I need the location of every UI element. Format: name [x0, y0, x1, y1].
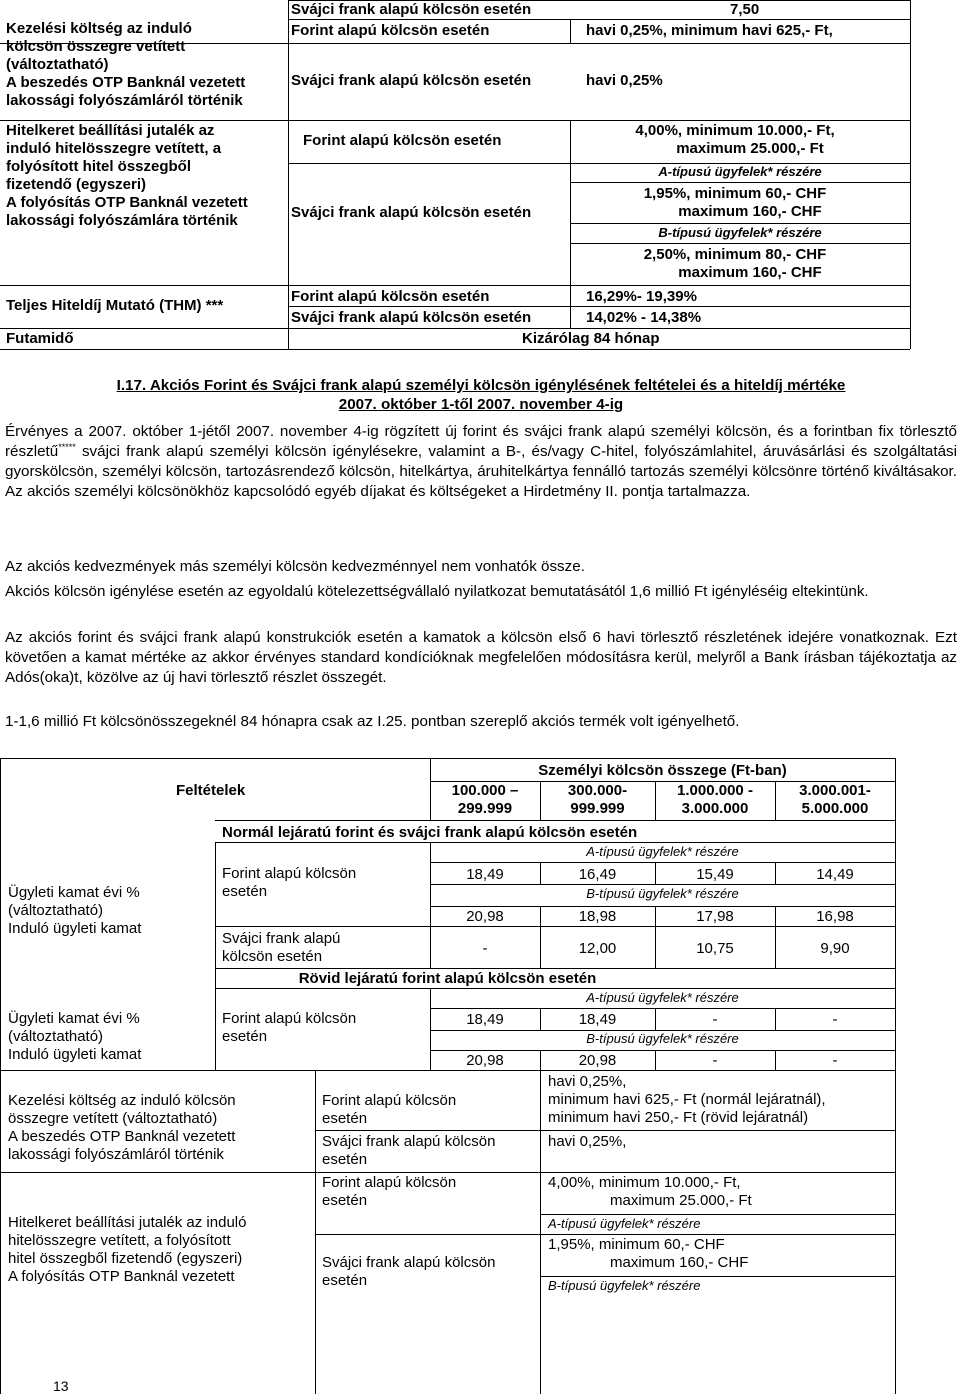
- t2-rovid-a-2: 18,49: [578, 1011, 617, 1028]
- t2-hitelkeret-label: Hitelkeret beállítási jutalék az induló hitelösszegre vetített, a folyósított hitel összegből fizetendő (egyszeri) A folyósítás OTP Banknál vezetett: [8, 1214, 247, 1285]
- t1-kez-chf-label: Svájci frank alapú kölcsön esetén: [291, 72, 532, 89]
- t1-thm-huf-value: 16,29%- 19,39%: [586, 288, 697, 305]
- t1-thm-huf-label: Forint alapú kölcsön esetén: [291, 288, 490, 305]
- t1-kez-huf-label: Forint alapú kölcsön esetén: [291, 22, 490, 39]
- paragraph-no-combine: Az akciós kedvezmények más személyi kölcsön kedvezménnyel nem vonhatók össze.: [5, 558, 585, 575]
- t2-rovid-b-3: -: [712, 1052, 718, 1069]
- t1-b-tipus: B-típusú ügyfelek* részére: [658, 225, 822, 240]
- t2-rovid-a-1: 18,49: [466, 1011, 504, 1028]
- t2-normal-b-4: 16,98: [816, 908, 854, 925]
- t2-normal-chf-4: 9,90: [820, 940, 850, 957]
- paragraph-interest: Az akciós forint és svájci frank alapú konstrukciók esetén a kamatok a kölcsön első 6 havi törlesztő részletének idejére vonatkoznak. Ezt követően a kamat mértéke az akkor érvényes standard kondícióknak megfelelően módosításra kerül, melyről a Bank írásban tájékoztatja az Adós(oka)t, közölve az új havi törlesztő részlet összegét.: [5, 629, 957, 686]
- t2-kamat-label-1: Ügyleti kamat évi % (változtatható) Induló ügyleti kamat: [8, 884, 142, 937]
- t2-rovid-b-4: -: [832, 1052, 838, 1069]
- t1-chf-value: 7,50: [730, 1, 760, 18]
- t2-kez-huf-label: Forint alapú kölcsön esetén: [322, 1092, 457, 1127]
- t1-thm-label: Teljes Hiteldíj Mutató (THM) ***: [6, 297, 224, 314]
- t2-kez-huf-value: havi 0,25%, minimum havi 625,- Ft (normál lejáratnál), minimum havi 250,- Ft (rövid lejáratnál): [548, 1073, 826, 1126]
- t1-kez-chf-value: havi 0,25%: [586, 72, 663, 89]
- t2-normal-b-1: 20,98: [466, 908, 504, 925]
- t2-normal-a-3: 15,49: [696, 866, 734, 883]
- t2-hit-a-value: 1,95%, minimum 60,- CHF maximum 160,- CHF: [548, 1236, 749, 1271]
- t1-thm-chf-value: 14,02% - 14,38%: [586, 309, 702, 326]
- t2-rovid-b-1: 20,98: [466, 1052, 504, 1069]
- t2-col-3: 1.000.000 - 3.000.000: [677, 782, 753, 817]
- t2-normal-huf-label: Forint alapú kölcsön esetén: [222, 865, 357, 900]
- t1-hit-huf-value: 4,00%, minimum 10.000,- Ft, maximum 25.000,- Ft: [635, 122, 835, 157]
- t2-kamat-label-2: Ügyleti kamat évi % (változtatható) Induló ügyleti kamat: [8, 1010, 142, 1063]
- t2-normal-chf-2: 12,00: [578, 940, 617, 957]
- t2-normal-b-tipus: B-típusú ügyfelek* részére: [586, 886, 739, 901]
- t1-hitelkeret-label: Hitelkeret beállítási jutalék az induló hitelösszegre vetített, a folyósított hitel összegből fizetendő (egyszeri) A folyósítás OTP Banknál vezetett lakossági folyószámlára történik: [6, 122, 248, 229]
- t2-normal-chf-1: -: [482, 940, 488, 957]
- t1-a-value: 1,95%, minimum 60,- CHF maximum 160,- CHF: [643, 185, 827, 220]
- t2-rovid-b-tipus: B-típusú ügyfelek* részére: [586, 1031, 739, 1046]
- t1-chf-label: Svájci frank alapú kölcsön esetén: [291, 1, 532, 18]
- t2-osszeg-header: Személyi kölcsön összege (Ft-ban): [538, 762, 787, 779]
- t2-kez-chf-value: havi 0,25%,: [548, 1133, 627, 1150]
- paragraph-84-months: 1-1,6 millió Ft kölcsönösszegeknél 84 hónapra csak az I.25. pontban szereplő akciós termék volt igényelhető.: [5, 713, 740, 730]
- t2-normal-chf-3: 10,75: [696, 940, 734, 957]
- t2-hit-a-tipus: A-típusú ügyfelek* részére: [548, 1216, 701, 1231]
- t2-rovid-a-3: -: [712, 1011, 718, 1028]
- paragraph-declaration: Akciós kölcsön igénylése esetén az egyoldalú kötelezettségvállaló nyilatkozat bemutatásától 1,6 millió Ft igényléséig eltekintünk.: [5, 583, 869, 600]
- t2-rovid-huf-label: Forint alapú kölcsön esetén: [222, 1010, 357, 1045]
- t1-thm-chf-label: Svájci frank alapú kölcsön esetén: [291, 309, 532, 326]
- t2-hit-huf-value: 4,00%, minimum 10.000,- Ft, maximum 25.000,- Ft: [548, 1174, 752, 1209]
- t1-futamido-value: Kizárólag 84 hónap: [522, 330, 660, 347]
- t1-kez-huf-value: havi 0,25%, minimum havi 625,- Ft,: [586, 22, 833, 39]
- t2-rovid-a-tipus: A-típusú ügyfelek* részére: [586, 990, 739, 1005]
- t2-normal-chf-label: Svájci frank alapú kölcsön esetén: [222, 930, 341, 965]
- t2-normal-a-4: 14,49: [816, 866, 854, 883]
- t1-futamido-label: Futamidő: [6, 330, 74, 347]
- t2-feltetelek: Feltételek: [176, 782, 246, 799]
- t2-col-1: 100.000 – 299.999: [451, 782, 519, 817]
- t1-b-value: 2,50%, minimum 80,- CHF maximum 160,- CHF: [643, 246, 827, 281]
- t2-rovid-b-2: 20,98: [578, 1052, 617, 1069]
- t2-normal-a-tipus: A-típusú ügyfelek* részére: [586, 844, 739, 859]
- t2-normal-a-1: 18,49: [466, 866, 504, 883]
- t2-kezelesi-label: Kezelési költség az induló kölcsön összegre vetített (változtatható) A beszedés OTP Banknál vezetett lakossági folyószámláról történik: [8, 1092, 236, 1163]
- paragraph-validity: Érvényes a 2007. október 1-jétől 2007. november 4-ig rögzített új forint és svájci frank alapú személyi kölcsön, és a forintban fix törlesztő részletű***** svájci frank alapú személyi kölcsön igénylésekre, valamint a B-, és/vagy C-hitel, folyószámlahitel, áruvásárlási és szolgáltatási gyorskölcsön, személyi kölcsön, tartozásrendező kölcsön, hitelkártya, áruhitelkártya fennálló tartozás személyi kölcsönre történő kiváltásakor. Az akciós személyi kölcsönökhöz kapcsolódó egyéb díjakat és költségeket a Hirdetmény II. pontja tartalmazza.: [5, 423, 957, 500]
- t2-col-4: 3.000.001- 5.000.000: [799, 782, 871, 817]
- t1-hit-huf-label: Forint alapú kölcsön esetén: [303, 132, 502, 149]
- t2-hit-huf-label: Forint alapú kölcsön esetén: [322, 1174, 457, 1209]
- t2-rovid-title: Rövid lejáratú forint alapú kölcsön esetén: [298, 970, 597, 987]
- t2-hit-b-tipus: B-típusú ügyfelek* részére: [548, 1278, 701, 1293]
- t2-normal-b-3: 17,98: [696, 908, 734, 925]
- t2-kez-chf-label: Svájci frank alapú kölcsön esetén: [322, 1133, 496, 1168]
- t2-normal-b-2: 18,98: [578, 908, 617, 925]
- page-number: 13: [53, 1378, 69, 1394]
- t2-col-2: 300.000- 999.999: [567, 782, 628, 817]
- t1-kezelesi-label: Kezelési költség az induló kölcsön összegre vetített (változtatható) A beszedés OTP Banknál vezetett lakossági folyószámláról történik: [6, 20, 246, 109]
- t2-hit-chf-label: Svájci frank alapú kölcsön esetén: [322, 1254, 496, 1289]
- t1-a-tipus: A-típusú ügyfelek* részére: [658, 164, 822, 179]
- t1-hit-chf-label: Svájci frank alapú kölcsön esetén: [291, 204, 532, 221]
- t2-rovid-a-4: -: [832, 1011, 838, 1028]
- t2-normal-title: Normál lejáratú forint és svájci frank alapú kölcsön esetén: [222, 824, 638, 841]
- section-heading: I.17. Akciós Forint és Svájci frank alapú személyi kölcsön igénylésének feltételei és a hiteldíj mértéke 2007. október 1-től 2007. november 4-ig: [116, 377, 846, 413]
- t2-normal-a-2: 16,49: [578, 866, 617, 883]
